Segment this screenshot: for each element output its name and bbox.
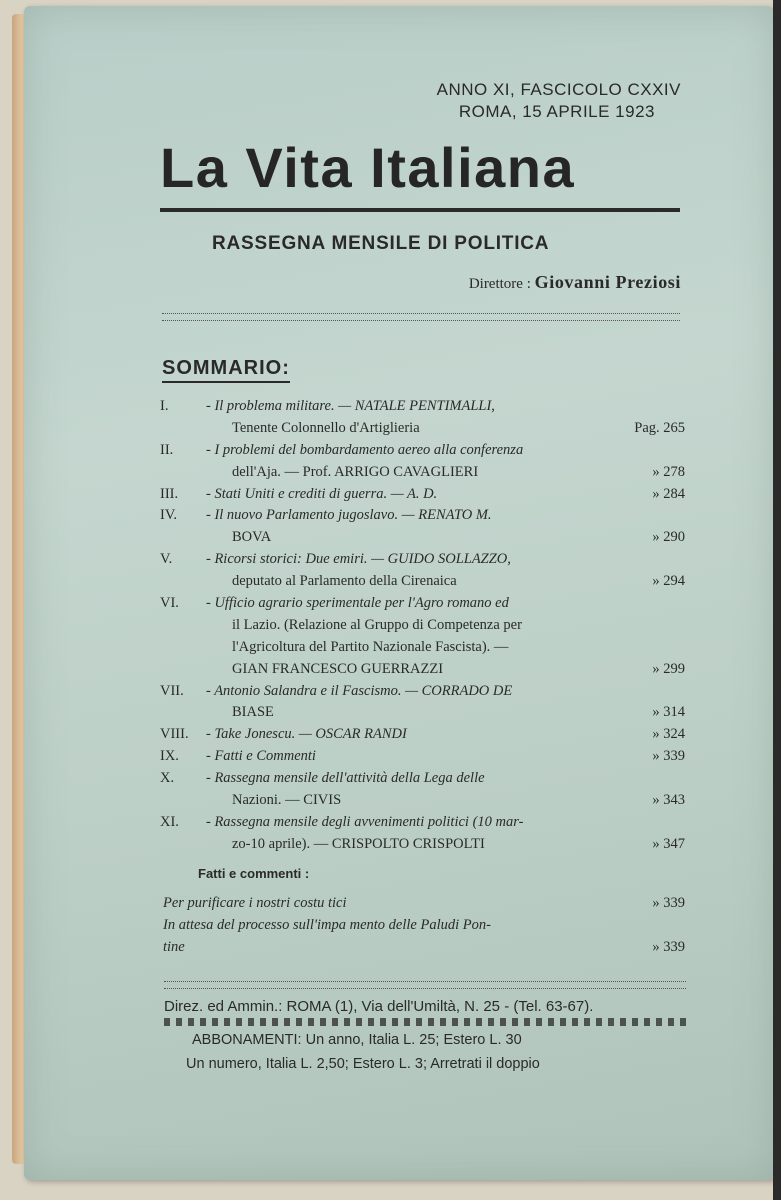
toc-page-number: » 339 bbox=[652, 938, 685, 955]
director-label: Direttore : bbox=[468, 276, 531, 292]
toc-entry-text: tine bbox=[163, 938, 185, 955]
issue-number: ANNO XI, FASCICOLO CXXIV bbox=[436, 80, 681, 99]
title-rule bbox=[160, 208, 680, 212]
sommario-heading: SOMMARIO: bbox=[162, 357, 290, 383]
toc-entry-text: deputato al Parlamento della Cirenaica bbox=[232, 573, 457, 590]
toc-entry-text: - Il problema militare. — NATALE PENTIMALLI, bbox=[206, 398, 495, 414]
toc-number: IX. bbox=[160, 748, 179, 765]
toc-row bbox=[160, 724, 685, 746]
toc-row bbox=[163, 915, 685, 937]
toc-row bbox=[160, 593, 685, 615]
toc-entry-text: GIAN FRANCESCO GUERRAZZI bbox=[232, 660, 444, 677]
issue-date: ROMA, 15 APRILE 1923 bbox=[458, 102, 655, 121]
toc-entry-text: BOVA bbox=[232, 529, 272, 546]
single-issue-line: Un numero, Italia L. 2,50; Estero L. 3; Arretrati il doppio bbox=[186, 1056, 540, 1072]
toc-row bbox=[160, 571, 685, 593]
toc-number: XI. bbox=[160, 813, 179, 830]
toc-row bbox=[160, 812, 685, 834]
toc-row bbox=[163, 937, 685, 959]
toc-row bbox=[160, 746, 685, 768]
toc-page-number: » 278 bbox=[652, 463, 685, 480]
toc-page-number: » 294 bbox=[652, 573, 685, 590]
toc-number: II. bbox=[160, 441, 174, 458]
toc-number: VII. bbox=[160, 682, 184, 699]
toc-entry-text: Per purificare i nostri costu tici bbox=[163, 895, 347, 911]
fatti-list bbox=[163, 893, 685, 959]
toc-page-number: » 314 bbox=[652, 704, 685, 721]
toc-entry-text: - Rassegna mensile degli avvenimenti politici (10 mar- bbox=[206, 813, 524, 830]
toc-row bbox=[160, 681, 685, 703]
toc-page-number: » 343 bbox=[652, 792, 685, 809]
toc-page-number: » 339 bbox=[652, 895, 685, 911]
magazine-subtitle: RASSEGNA MENSILE DI POLITICA bbox=[212, 233, 550, 254]
divider-bottom bbox=[164, 981, 686, 989]
toc-number: I. bbox=[160, 398, 169, 414]
toc-entry-text: BIASE bbox=[232, 704, 274, 721]
toc-number: VIII. bbox=[160, 726, 189, 743]
magazine-title: La Vita Italiana bbox=[160, 136, 576, 199]
toc-entry-text: - Ricorsi storici: Due emiri. — GUIDO SOLLAZZO, bbox=[206, 551, 511, 568]
toc-entry-text: l'Agricoltura del Partito Nazionale Fascista). — bbox=[232, 638, 509, 655]
director-name: Giovanni Preziosi bbox=[534, 272, 681, 292]
subscription-line: ABBONAMENTI: Un anno, Italia L. 25; Estero L. 30 bbox=[192, 1032, 522, 1048]
toc-page-number: » 347 bbox=[652, 835, 685, 852]
toc-row bbox=[160, 505, 685, 527]
toc-number: V. bbox=[160, 551, 173, 568]
toc-row bbox=[160, 440, 685, 462]
toc-page-number: » 339 bbox=[652, 748, 685, 765]
toc-row bbox=[160, 768, 685, 790]
divider-top bbox=[162, 313, 680, 321]
toc-entry-text: - Antonio Salandra e il Fascismo. — CORRADO DE bbox=[206, 682, 513, 699]
toc-entry-text: - Take Jonescu. — OSCAR RANDI bbox=[206, 726, 407, 743]
toc-row bbox=[163, 893, 685, 915]
toc-number: IV. bbox=[160, 507, 178, 524]
toc-entry-text: dell'Aja. — Prof. ARRIGO CAVAGLIERI bbox=[232, 463, 479, 480]
toc-row bbox=[160, 462, 685, 484]
table-of-contents bbox=[160, 396, 685, 856]
toc-row bbox=[160, 549, 685, 571]
toc-row bbox=[160, 418, 685, 440]
toc-entry-text: - Ufficio agrario sperimentale per l'Agro romano ed bbox=[206, 595, 509, 612]
toc-row bbox=[160, 615, 685, 637]
toc-row bbox=[160, 396, 685, 418]
toc-row bbox=[160, 637, 685, 659]
toc-number: III. bbox=[160, 485, 179, 502]
toc-page-number: » 284 bbox=[652, 485, 685, 502]
toc-row bbox=[160, 484, 685, 506]
toc-page-number: Pag. 265 bbox=[634, 419, 685, 436]
toc-entry-text: - I problemi del bombardamento aereo alla conferenza bbox=[206, 441, 524, 458]
toc-row bbox=[160, 527, 685, 549]
toc-row bbox=[160, 659, 685, 681]
decorative-border bbox=[164, 1018, 686, 1026]
toc-row bbox=[160, 834, 685, 856]
toc-page-number: » 299 bbox=[652, 660, 685, 677]
toc-entry-text: il Lazio. (Relazione al Gruppo di Competenza per bbox=[232, 616, 522, 633]
toc-entry-text: In attesa del processo sull'impa mento delle Paludi Pon- bbox=[163, 916, 491, 933]
toc-entry-text: - Stati Uniti e crediti di guerra. — A. D. bbox=[206, 485, 438, 502]
toc-number: X. bbox=[160, 770, 175, 787]
fatti-heading: Fatti e commenti : bbox=[198, 866, 310, 881]
toc-page-number: » 324 bbox=[652, 726, 685, 743]
toc-entry-text: - Fatti e Commenti bbox=[206, 748, 316, 765]
toc-row bbox=[160, 790, 685, 812]
toc-number: VI. bbox=[160, 595, 179, 612]
toc-entry-text: - Rassegna mensile dell'attività della Lega delle bbox=[206, 770, 485, 787]
toc-page-number: » 290 bbox=[652, 529, 685, 546]
toc-entry-text: Nazioni. — CIVIS bbox=[232, 792, 342, 809]
toc-row bbox=[160, 702, 685, 724]
director-line bbox=[469, 272, 681, 293]
toc-entry-text: Tenente Colonnello d'Artiglieria bbox=[232, 419, 420, 436]
book-spine bbox=[773, 0, 781, 1200]
toc-entry-text: - Il nuovo Parlamento jugoslavo. — RENATO M. bbox=[206, 507, 492, 524]
toc-entry-text: zo-10 aprile). — CRISPOLTO CRISPOLTI bbox=[232, 835, 485, 852]
address-line: Direz. ed Ammin.: ROMA (1), Via dell'Umiltà, N. 25 - (Tel. 63-67). bbox=[164, 998, 594, 1015]
